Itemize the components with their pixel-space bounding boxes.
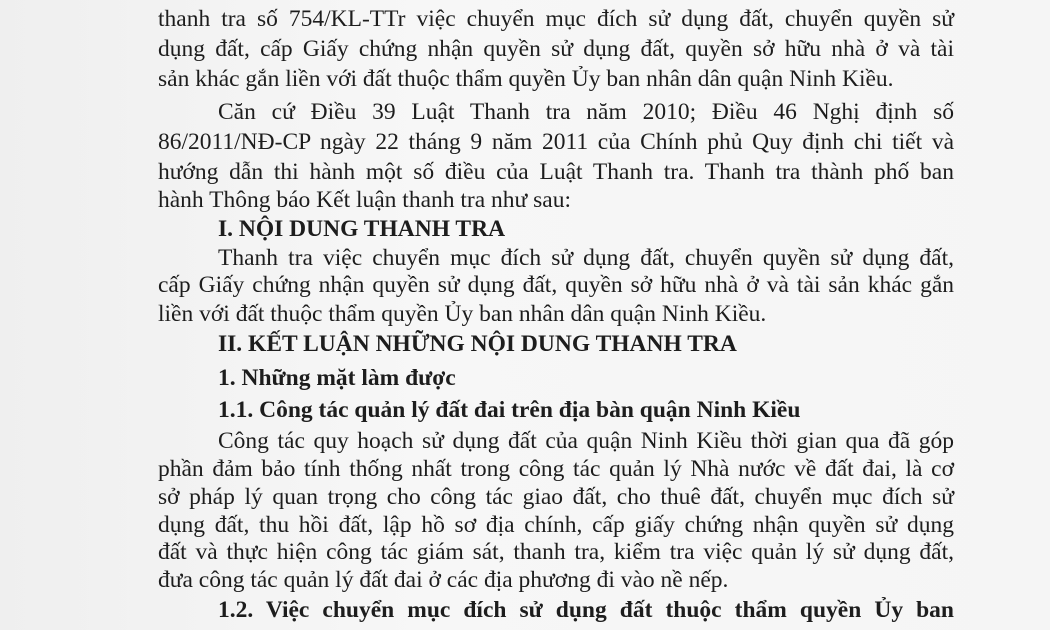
subsection-1-1-line-4: dụng đất, thu hồi đất, lập hồ sơ địa chính, cấp giấy chứng nhận quyền sử dụng: [158, 512, 954, 538]
subsection-1-2-heading: 1.2. Việc chuyển mục đích sử dụng đất thuộc thẩm quyền Ủy ban: [218, 597, 954, 623]
intro-line-2: dụng đất, cấp Giấy chứng nhận quyền sử dụng đất, quyền sở hữu nhà ở và tài: [158, 36, 954, 62]
subsection-1-1-line-1: Công tác quy hoạch sử dụng đất của quận Ninh Kiều thời gian qua đã góp: [218, 428, 954, 454]
section-1-line-1: Thanh tra việc chuyển mục đích sử dụng đất, chuyển quyền sử dụng đất,: [218, 245, 954, 271]
subsection-1-1-line-3: sở pháp lý quan trọng cho công tác giao đất, cho thuê đất, chuyển mục đích sử: [158, 484, 954, 510]
intro-line-3: sản khác gắn liền với đất thuộc thẩm quyền Ủy ban nhân dân quận Ninh Kiều.: [158, 66, 894, 92]
legal-basis-line-2: 86/2011/NĐ-CP ngày 22 tháng 9 năm 2011 của Chính phủ Quy định chi tiết và: [158, 129, 954, 155]
subsection-1-heading: 1. Những mặt làm được: [218, 365, 456, 391]
legal-basis-line-4: hành Thông báo Kết luận thanh tra như sau:: [158, 187, 572, 213]
section-1-line-2: cấp Giấy chứng nhận quyền sử dụng đất, quyền sở hữu nhà ở và tài sản khác gắn: [158, 272, 954, 298]
subsection-1-1-line-5: đất và thực hiện công tác giám sát, thanh tra, kiểm tra việc quản lý sử dụng đất,: [158, 539, 954, 565]
subsection-1-1-line-6: đưa công tác quản lý đất đai ở các địa phương đi vào nề nếp.: [158, 567, 729, 593]
subsection-1-1-line-2: phần đảm bảo tính thống nhất trong công tác quản lý Nhà nước về đất đai, là cơ: [158, 456, 954, 482]
section-2-heading: II. KẾT LUẬN NHỮNG NỘI DUNG THANH TRA: [218, 331, 737, 357]
legal-basis-line-1: Căn cứ Điều 39 Luật Thanh tra năm 2010; Điều 46 Nghị định số: [218, 99, 954, 125]
section-1-heading: I. NỘI DUNG THANH TRA: [218, 216, 506, 242]
legal-basis-line-3: hướng dẫn thi hành một số điều của Luật Thanh tra. Thanh tra thành phố ban: [158, 159, 954, 185]
subsection-1-1-heading: 1.1. Công tác quản lý đất đai trên địa bàn quận Ninh Kiều: [218, 397, 801, 423]
section-1-line-3: liền với đất thuộc thẩm quyền Ủy ban nhân dân quận Ninh Kiều.: [158, 301, 767, 327]
intro-line-1: thanh tra số 754/KL-TTr việc chuyển mục đích sử dụng đất, chuyển quyền sử: [158, 6, 954, 32]
